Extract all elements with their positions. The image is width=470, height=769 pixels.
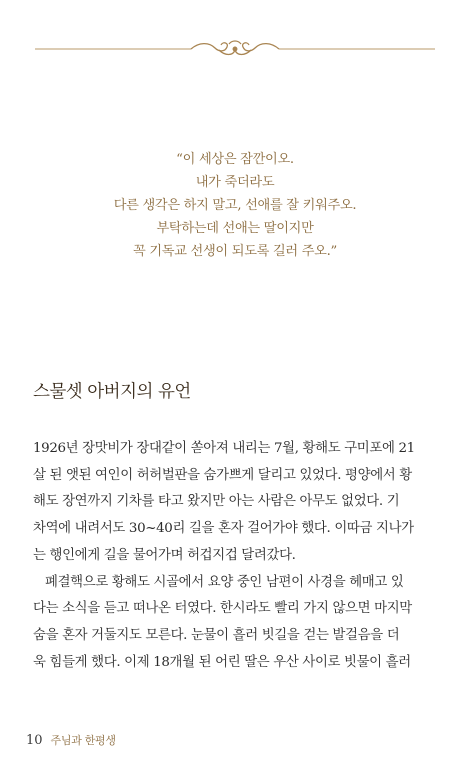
page-number: 10 [26, 733, 43, 748]
body-line: 살 된 앳된 여인이 허허벌판을 숨가쁘게 달리고 있었다. 평양에서 황 [33, 467, 412, 483]
quote-line: 다른 생각은 하지 말고, 선애를 잘 키워주오. [113, 198, 357, 213]
quote-line: “이 세상은 잠깐이오. [176, 152, 294, 167]
quote-line: 꼭 기독교 선생이 되도록 길러 주오.” [133, 244, 337, 259]
body-line: 1926년 장맛비가 장대같이 쏟아져 내리는 7월, 황해도 구미포에 21 [33, 441, 415, 456]
body-line: 다는 소식을 듣고 떠나온 터였다. 한시라도 빨리 가지 않으면 마지막 [33, 601, 412, 617]
ornament-divider-icon [33, 38, 437, 60]
body-line: 숨을 혼자 거둘지도 모른다. 눈물이 흘러 빗길을 걷는 발걸음을 더 [33, 627, 400, 643]
running-head: 주님과 한평생 [50, 734, 116, 747]
body-text [33, 436, 438, 676]
body-line: 해도 장연까지 기차를 타고 왔지만 아는 사람은 아무도 없었다. 기 [33, 494, 400, 510]
body-line: 욱 힘들게 했다. 이제 18개월 된 어린 딸은 우산 사이로 빗물이 흘러 [33, 654, 411, 670]
body-line: 폐결핵으로 황해도 시골에서 요양 중인 남편이 사경을 헤매고 있 [45, 574, 404, 590]
body-line: 는 행인에게 길을 물어가며 허겁지겁 달려갔다. [33, 547, 296, 563]
quote-line: 내가 죽더라도 [195, 175, 275, 190]
section-title: 스물셋 아버지의 유언 [33, 382, 191, 402]
body-line: 차역에 내려서도 30~40리 길을 혼자 걸어가야 했다. 이따금 지나가 [33, 521, 414, 537]
epigraph-quote [40, 148, 430, 263]
page-footer [26, 732, 116, 748]
quote-line: 부탁하는데 선애는 딸이지만 [156, 221, 314, 236]
